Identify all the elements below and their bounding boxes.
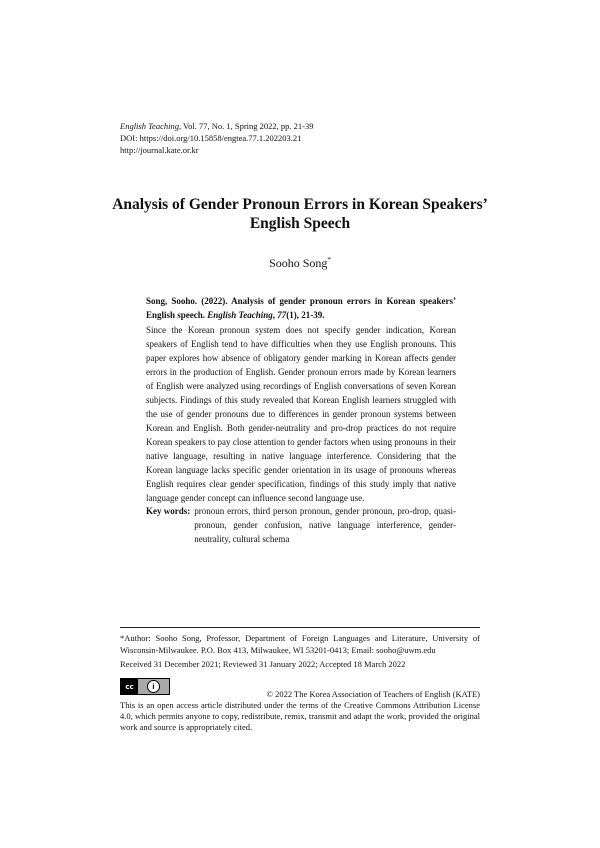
license-text: This is an open access article distributed under the terms of the Creative Commons Attribution License 4.0, which permits anyone to copy, redistribute, remix, transmit and adapt the work, provided the original work and source is appropriately cited. <box>120 700 480 732</box>
citation-journal: English Teaching <box>207 310 273 320</box>
author-name: Sooho Song <box>269 256 328 270</box>
doi-line[interactable]: DOI: https://doi.org/10.15858/engtea.77.1.202203.21 <box>120 133 302 143</box>
journal-issue: , Vol. 77, No. 1, Spring 2022, pp. 21-39 <box>178 121 314 131</box>
paper-title <box>100 195 500 233</box>
citation-block <box>146 294 456 322</box>
author-line <box>100 256 500 271</box>
journal-name: English Teaching <box>120 121 179 131</box>
citation-sep: , <box>272 310 278 320</box>
attribution-icon: i <box>147 680 160 693</box>
keywords-label <box>146 504 190 546</box>
citation-prefix: Song, Sooho. (2022). Analysis of gender pronoun errors in Korean speakers’ English speech. <box>146 296 456 320</box>
received-dates: Received 31 December 2021; Reviewed 31 January 2022; Accepted 18 March 2022 <box>120 659 406 669</box>
journal-header <box>120 120 313 156</box>
title-line-1: Analysis of Gender Pronoun Errors in Korean Speakers’ <box>112 196 488 213</box>
keywords-colon: : <box>187 506 191 516</box>
keywords-label-text: Key words <box>146 506 188 516</box>
journal-citation-line <box>120 120 313 132</box>
copyright-line: © 2022 The Korea Association of Teachers of English (KATE) <box>266 689 480 699</box>
author-footnote-mark: * <box>327 256 331 264</box>
citation-issue-pages: (1), 21-39. <box>286 310 325 320</box>
footnote-divider <box>120 627 480 628</box>
journal-url[interactable]: http://journal.kate.or.kr <box>120 145 199 155</box>
author-footnote: *Author: Sooho Song, Professor, Department of Foreign Languages and Literature, University of Wisconsin-Milwaukee. P.O. Box 413, Milwaukee, WI 53201-0413; Email: sooho@uwm.edu <box>120 633 480 655</box>
keywords-list: pronoun errors, third person pronoun, gender pronoun, pro-drop, quasi-pronoun, gender confusion, native language interference, gender-neutrality, cultural schema <box>194 506 456 544</box>
cc-icon: cc <box>121 679 138 694</box>
keywords-block <box>146 504 456 546</box>
citation-volume: 77 <box>277 310 287 320</box>
abstract-text: Since the Korean pronoun system does not specify gender indication, Korean speakers of English tend to have difficulties when they use English pronouns. This paper explores how absence of obligatory gender marking in Korean affects gender errors in the production of English. Gender pronoun errors made by Korean learners of English were analyzed using recordings of English conversations of seven Korean subjects. Findings of this study revealed that Korean English learners struggled with the use of gender pronouns due to differences in gender pronoun systems between Korean and English. Both gender-neutrality and pro-drop practices do not require Korean speakers to pay close attention to gender factors when using pronouns in their native language, resulting in native language interference. Considering that the Korean language lacks specific gender orientation in its usage of pronouns whereas English requires clear gender specification, findings of this study imply that native language gender concept can influence second language use. <box>146 325 456 503</box>
title-line-2: English Speech <box>249 215 351 232</box>
